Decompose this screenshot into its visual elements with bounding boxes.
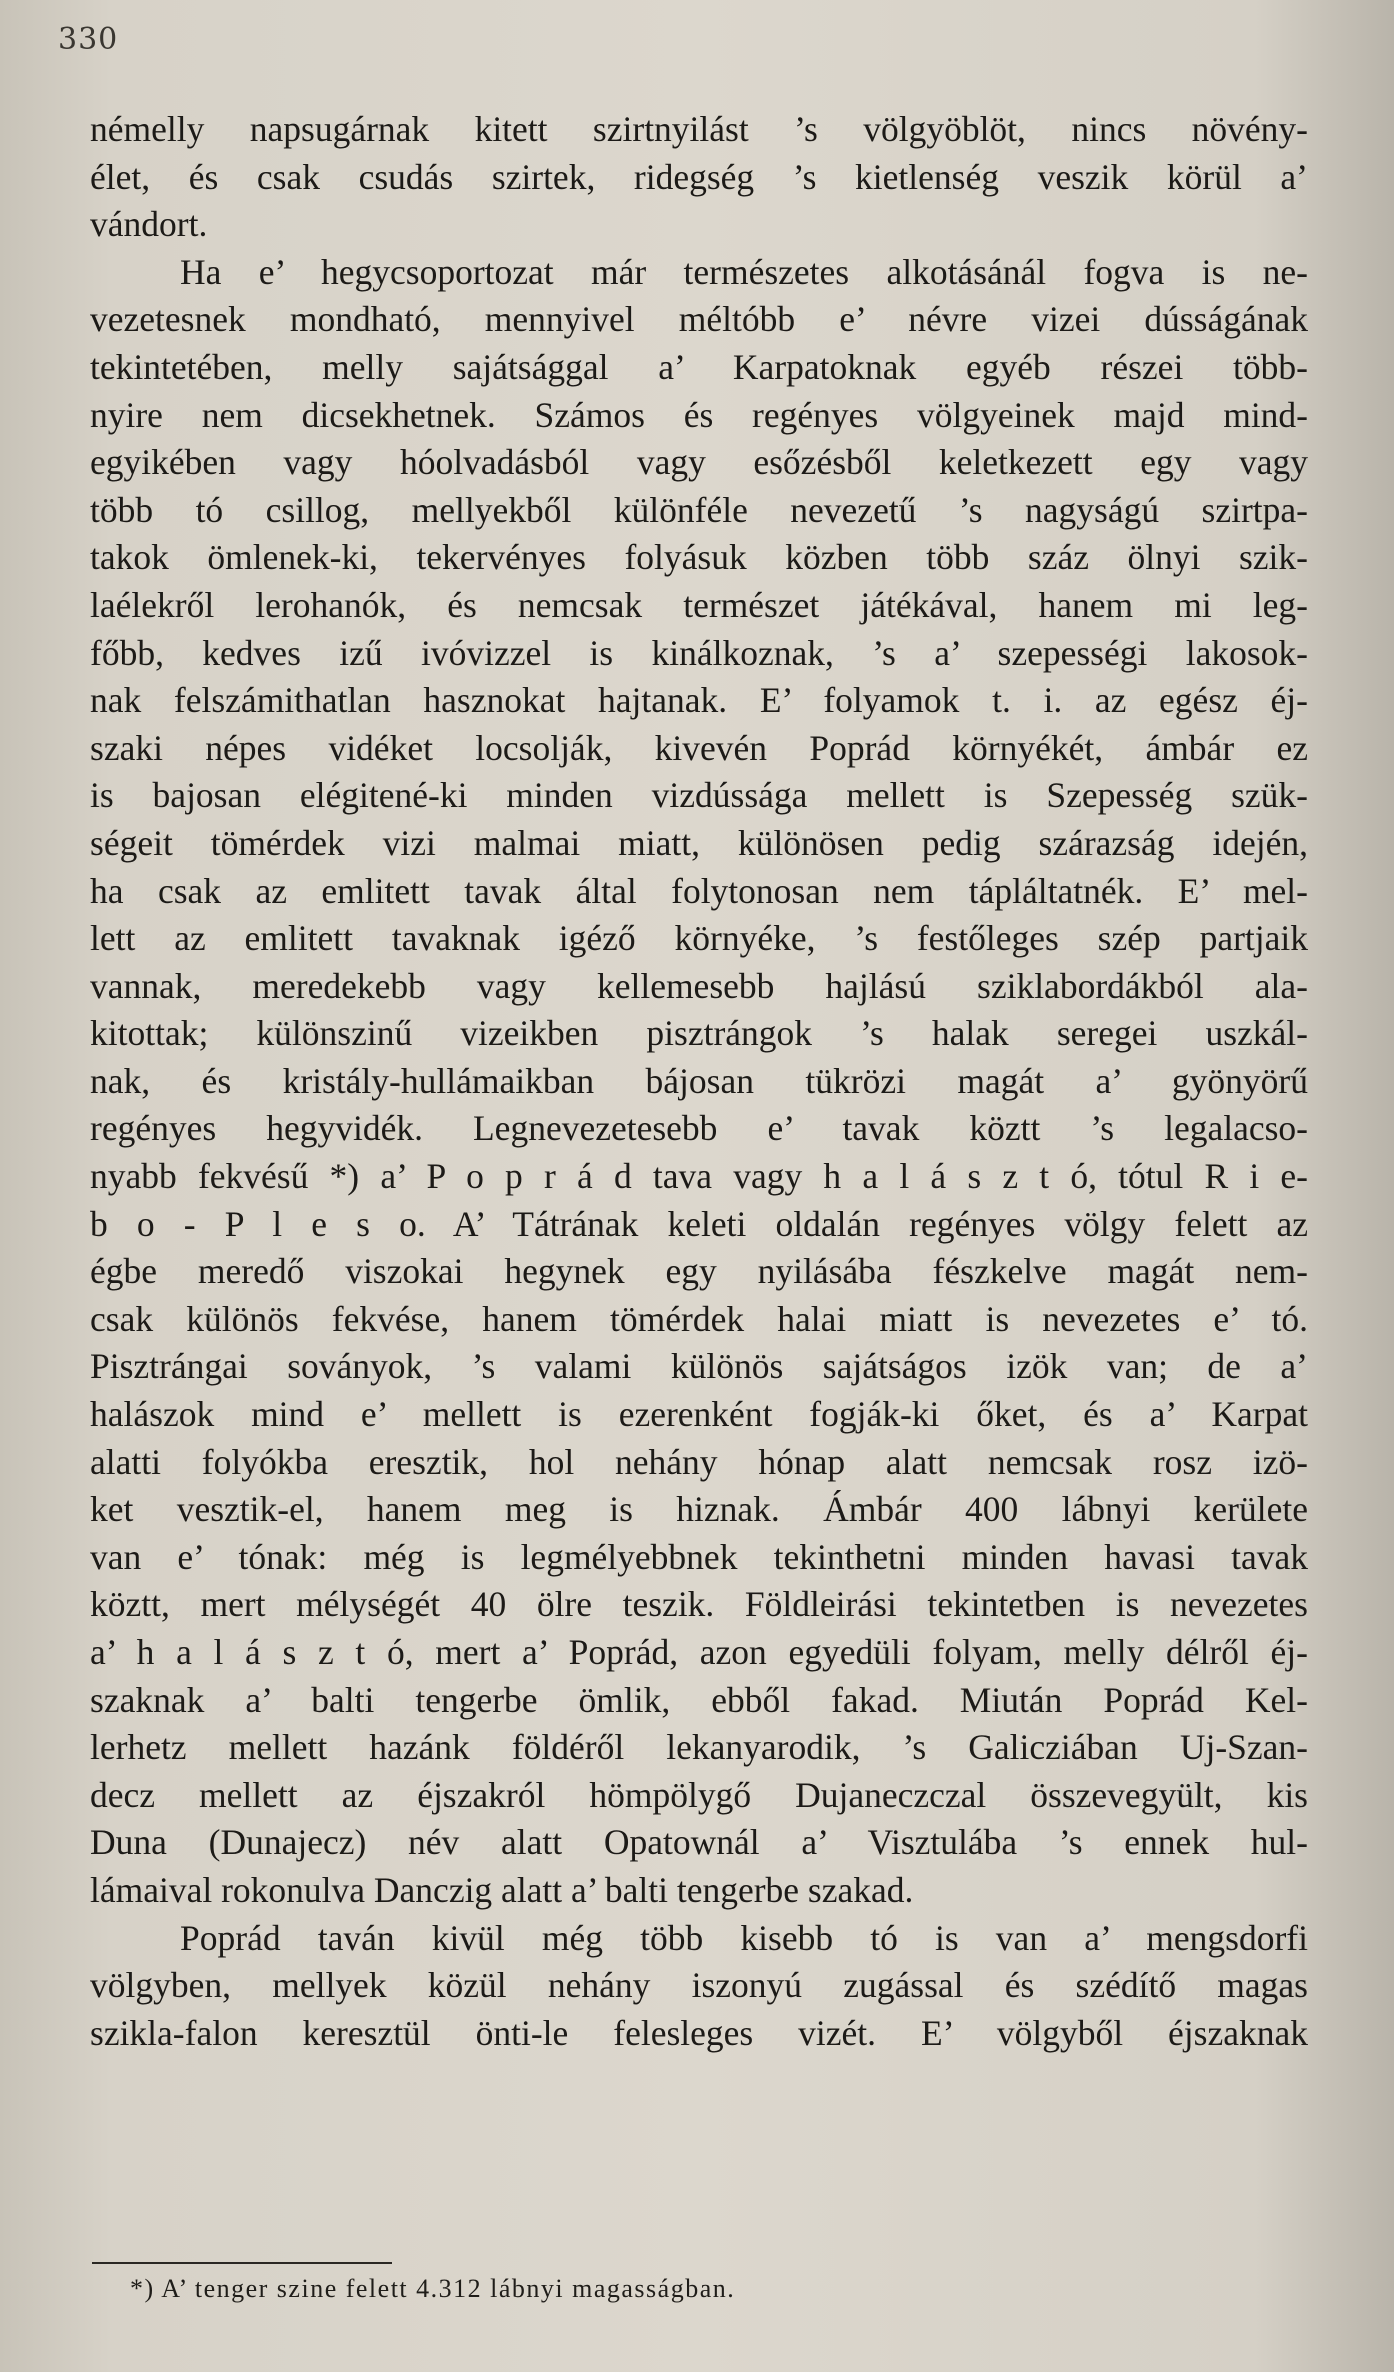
text-line: Pisztrángai soványok, ’s valami különös sajátságos izök van; de a’ bbox=[90, 1346, 1308, 1387]
text-line: van e’ tónak: még is legmélyebbnek tekinthetni minden havasi tavak bbox=[90, 1536, 1308, 1577]
text-line: ket vesztik-el, hanem meg is hiznak. Ámbár 400 lábnyi kerülete bbox=[90, 1489, 1308, 1530]
text-line: nak felszámithatlan hasznokat hajtanak. E’ folyamok t. i. az egész éj- bbox=[90, 680, 1308, 721]
text-line: köztt, mert mélységét 40 ölre teszik. Földleirási tekintetben is nevezetes bbox=[90, 1584, 1308, 1625]
text-line: laélekről lerohanók, és nemcsak természet játékával, hanem mi leg- bbox=[90, 584, 1308, 625]
text-line: lett az emlitett tavaknak igéző környéke, ’s festőleges szép partjaik bbox=[90, 918, 1308, 959]
text-line: völgyben, mellyek közül nehány iszonyú zugással és szédítő magas bbox=[90, 1965, 1308, 2006]
text-line: Poprád taván kivül még több kisebb tó is van a’ mengsdorfi bbox=[180, 1917, 1308, 1958]
text-line: Ha e’ hegycsoportozat már természetes alkotásánál fogva is ne- bbox=[180, 251, 1308, 292]
text-line: vannak, meredekebb vagy kellemesebb hajlású sziklabordákból ala- bbox=[90, 965, 1308, 1006]
text-line: szaki népes vidéket locsolják, kivevén Poprád környékét, ámbár ez bbox=[90, 727, 1308, 768]
text-line: halászok mind e’ mellett is ezerenként fogják-ki őket, és a’ Karpat bbox=[90, 1394, 1308, 1435]
text-line: egyikében vagy hóolvadásból vagy esőzésből keletkezett egy vagy bbox=[90, 442, 1308, 483]
text-line: lerhetz mellett hazánk földéről lekanyarodik, ’s Galicziában Uj-Szan- bbox=[90, 1727, 1308, 1768]
text-line: ségeit tömérdek vizi malmai miatt, különösen pedig szárazság idején, bbox=[90, 822, 1308, 863]
main-paragraph bbox=[90, 106, 1308, 2057]
text-line: lámaival rokonulva Danczig alatt a’ balti tengerbe szakad. bbox=[90, 1869, 914, 1910]
text-line: nak, és kristály-hullámaikban bájosan tükrözi magát a’ gyönyörű bbox=[90, 1060, 1308, 1101]
page-number: 330 bbox=[58, 22, 119, 57]
text-line: alatti folyókba eresztik, hol nehány hónap alatt nemcsak rosz izö- bbox=[90, 1441, 1308, 1482]
text-line: égbe meredő viszokai hegynek egy nyilásába fészkelve magát nem- bbox=[90, 1251, 1308, 1292]
text-line: vezetesnek mondható, mennyivel méltóbb e’ névre vizei dússágának bbox=[90, 299, 1308, 340]
footnote-rule bbox=[92, 2262, 392, 2264]
text-line: takok ömlenek-ki, tekervényes folyásuk közben több száz ölnyi szik- bbox=[90, 537, 1308, 578]
text-line: ha csak az emlitett tavak által folytonosan nem tápláltatnék. E’ mel- bbox=[90, 870, 1308, 911]
text-line: a’ h a l á s z t ó, mert a’ Poprád, azon egyedüli folyam, melly délről éj- bbox=[90, 1632, 1308, 1672]
text-line: élet, és csak csudás szirtek, ridegség ’s kietlenség veszik körül a’ bbox=[90, 156, 1308, 197]
footnote: *) A’ tenger szine felett 4.312 lábnyi magasságban. bbox=[130, 2274, 736, 2303]
text-line: némelly napsugárnak kitett szirtnyilást ’s völgyöblöt, nincs növény- bbox=[90, 109, 1308, 149]
text-line: decz mellett az éjszakról hömpölygő Dujaneczczal összevegyült, kis bbox=[90, 1774, 1308, 1815]
text-line: kitottak; különszinű vizeikben pisztrángok ’s halak seregei uszkál- bbox=[90, 1013, 1308, 1054]
text-line: több tó csillog, mellyekből különféle nevezetű ’s nagyságú szirtpa- bbox=[90, 489, 1308, 530]
text-line: nyire nem dicsekhetnek. Számos és regényes völgyeinek majd mind- bbox=[90, 394, 1308, 435]
text-line: is bajosan elégitené-ki minden vizdússága mellett is Szepesség szük- bbox=[90, 775, 1308, 816]
text-line: csak különös fekvése, hanem tömérdek halai miatt is nevezetes e’ tó. bbox=[90, 1298, 1308, 1339]
text-line: főbb, kedves izű ivóvizzel is kinálkoznak, ’s a’ szepességi lakosok- bbox=[90, 632, 1308, 673]
text-line: tekintetében, melly sajátsággal a’ Karpatoknak egyéb részei több- bbox=[90, 346, 1308, 387]
text-line: regényes hegyvidék. Legnevezetesebb e’ tavak köztt ’s legalacso- bbox=[90, 1108, 1308, 1149]
text-line: szikla-falon keresztül önti-le felesleges vizét. E’ völgyből éjszaknak bbox=[90, 2012, 1308, 2053]
text-line: nyabb fekvésű *) a’ P o p r á d tava vagy h a l á s z t ó, tótul R i e- bbox=[90, 1156, 1308, 1197]
body-text bbox=[90, 106, 1308, 2057]
text-line: Duna (Dunajecz) név alatt Opatownál a’ Visztulába ’s ennek hul- bbox=[90, 1822, 1308, 1863]
text-line: vándort. bbox=[90, 204, 208, 245]
text-line: b o - P l e s o. A’ Tátrának keleti oldalán regényes völgy felett az bbox=[90, 1203, 1308, 1244]
text-line: szaknak a’ balti tengerbe ömlik, ebből fakad. Miután Poprád Kel- bbox=[90, 1679, 1308, 1720]
